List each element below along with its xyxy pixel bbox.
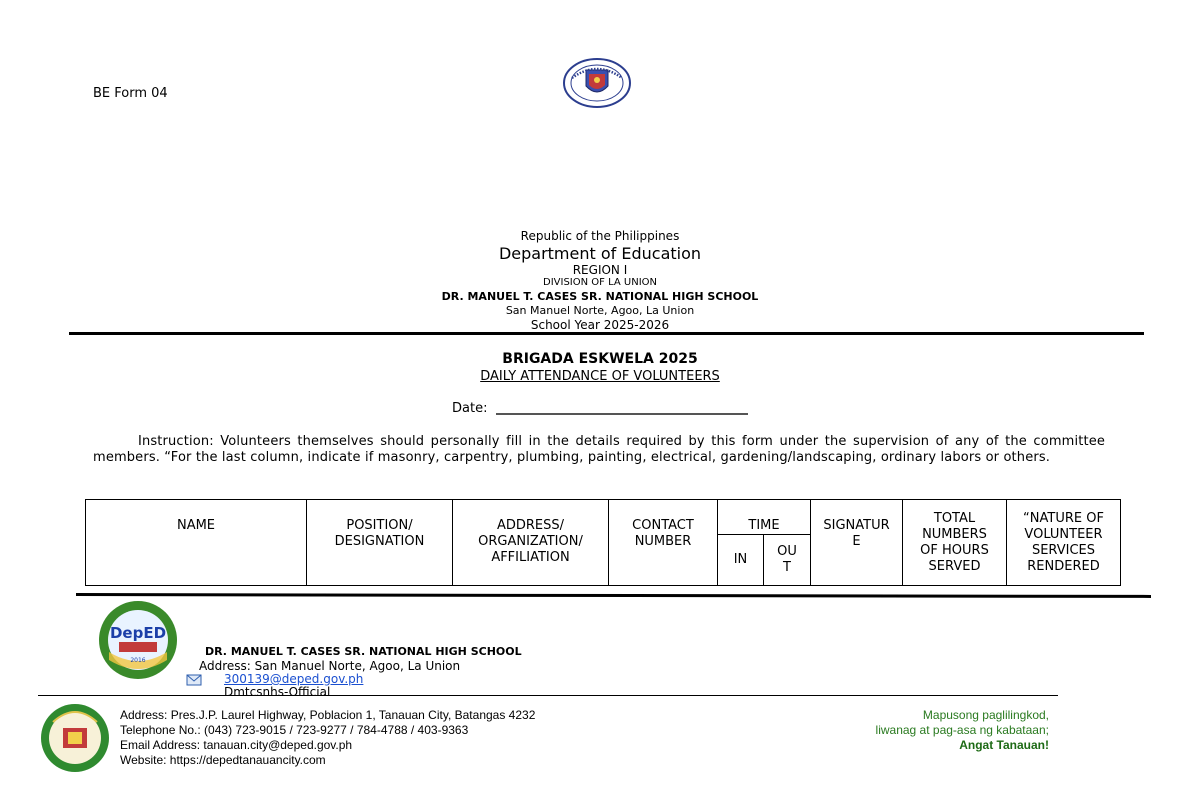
division-telephone: Telephone No.: (043) 723-9015 / 723-9277 / 784-4788 / 403-9363 xyxy=(120,723,469,737)
col-total-hours: TOTAL NUMBERS OF HOURS SERVED xyxy=(903,500,1007,586)
header-divider xyxy=(69,332,1144,335)
date-label: Date: xyxy=(452,401,488,416)
division-logo-icon xyxy=(38,702,112,774)
school-logo-icon xyxy=(95,600,181,680)
instruction-text: Instruction: Volunteers themselves should personally fill in the details required by this form under the supervision of any of the committee members. “For the last column, indicate if masonry, carpentry, plumbing, painting, electrical, gardening/landscaping, ordinary labors or others. xyxy=(93,434,1105,465)
col-contact: CONTACT NUMBER xyxy=(609,500,718,586)
footer-address: Address: San Manuel Norte, Agoo, La Union xyxy=(199,659,461,673)
school-name: DR. MANUEL T. CASES SR. NATIONAL HIGH SCHOOL xyxy=(441,290,759,303)
division-address: Address: Pres.J.P. Laurel Highway, Poblacion 1, Tanauan City, Batangas 4232 xyxy=(120,708,536,722)
motto-line-3: Angat Tanauan! xyxy=(959,738,1049,752)
form-title: BRIGADA ESKWELA 2025 xyxy=(502,351,698,367)
col-signature: SIGNATUR E xyxy=(811,500,903,586)
division-divider xyxy=(38,695,1058,696)
footer-facebook: Dmtcsnhs-Official xyxy=(224,685,331,695)
division-email: Email Address: tanauan.city@deped.gov.ph xyxy=(120,738,353,752)
motto-line-1: Mapusong paglilingkod, xyxy=(922,708,1049,722)
col-name: NAME xyxy=(86,500,307,586)
logo-text: DepED xyxy=(109,624,167,642)
footer-school-name: DR. MANUEL T. CASES SR. NATIONAL HIGH SCHOOL xyxy=(205,645,522,658)
department-line: Department of Education xyxy=(498,244,702,263)
footer-divider xyxy=(76,593,1151,598)
school-address: San Manuel Norte, Agoo, La Union xyxy=(505,304,695,317)
form-code: BE Form 04 xyxy=(93,86,168,101)
division-line: DIVISION OF LA UNION xyxy=(543,277,657,288)
division-contact-info xyxy=(120,708,535,768)
attendance-table xyxy=(85,499,1121,586)
deped-seal-icon xyxy=(562,58,632,108)
col-address: ADDRESS/ ORGANIZATION/ AFFILIATION xyxy=(453,500,609,586)
date-field[interactable] xyxy=(496,413,748,415)
motto-line-2: liwanag at pag-asa ng kabataan; xyxy=(875,723,1049,737)
footer-email-link[interactable]: 300139@deped.gov.ph xyxy=(224,672,364,686)
school-year: School Year 2025-2026 xyxy=(530,318,670,332)
col-nature: “NATURE OF VOLUNTEER SERVICES RENDERED xyxy=(1007,500,1121,586)
form-subtitle: DAILY ATTENDANCE OF VOLUNTEERS xyxy=(480,369,720,384)
region-line: REGION I xyxy=(572,263,628,277)
division-motto xyxy=(876,708,1049,753)
col-time: TIME xyxy=(718,500,811,535)
division-website: Website: https://depedtanauancity.com xyxy=(120,753,326,767)
col-time-out: OU T xyxy=(764,535,811,586)
republic-line: Republic of the Philippines xyxy=(520,229,680,243)
email-icon xyxy=(186,673,202,687)
logo-year: 2016 xyxy=(130,657,146,664)
col-position: POSITION/ DESIGNATION xyxy=(307,500,453,586)
col-time-in: IN xyxy=(718,535,764,586)
